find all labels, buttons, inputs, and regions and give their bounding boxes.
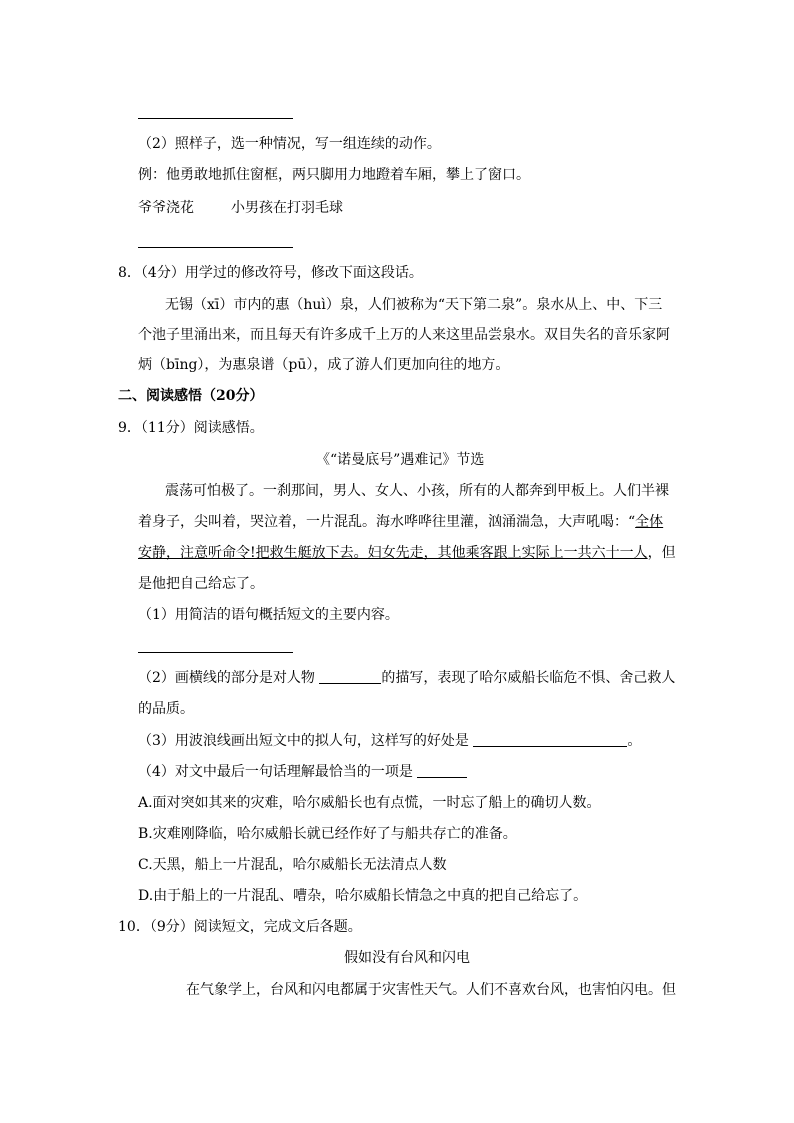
- q9-option-c: C.天黑，船上一片混乱，哈尔威船长无法清点人数: [138, 857, 447, 873]
- q9-sub-3-text: 。: [627, 733, 642, 749]
- q9-option-b: B.灾难刚降临，哈尔威船长就已经作好了与船共存亡的准备。: [138, 826, 517, 842]
- q10-passage-line-1: 在气象学上，台风和闪电都属于灾害性天气。人们不喜欢台风，也害怕闪电。但: [186, 982, 676, 998]
- q9-sub-1: （1）用简洁的语句概括短文的主要内容。: [138, 607, 399, 623]
- section-title: 二、阅读感悟（20分）: [118, 388, 264, 404]
- q7-2-example: 例：他勇敢地抓住窗框，两只脚用力地蹬着车厢，攀上了窗口。: [138, 167, 530, 183]
- answer-blank[interactable]: [319, 669, 381, 684]
- q9-option-d: D.由于船上的一片混乱、嘈杂，哈尔威船长情急之中真的把自己给忘了。: [138, 888, 588, 904]
- q9-passage-text: 着身子，尖叫着，哭泣着，一片混乱。海水哗哗往里灌，汹涌湍急，大声吼喝：“: [138, 514, 636, 530]
- q9-passage-title: 《“诺曼底号”遇难记》节选: [316, 452, 485, 468]
- q9-sub-2-text: （2）画横线的部分是对人物: [138, 670, 315, 686]
- q9-sub-4-text: （4）对文中最后一句话理解最恰当的一项是: [138, 764, 413, 780]
- q7-2-option-1: 爷爷浇花: [138, 200, 194, 216]
- q9-sub-2: [138, 668, 675, 688]
- q8-line-3: 炳（bīng），为惠泉谱（pū），成了游人们更加向往的地方。: [138, 357, 510, 373]
- q9-passage-text: ，但: [647, 545, 676, 561]
- underlined-text: 安静，注意听命令!把救生艇放下去。妇女先走，其他乘客跟上实际上一共六十一人: [138, 545, 648, 561]
- q9-sub-3: [138, 731, 641, 751]
- q9-title: 9．（11分）阅读感悟。: [118, 420, 264, 436]
- answer-blank[interactable]: [417, 763, 467, 778]
- answer-line[interactable]: [138, 118, 293, 119]
- answer-line[interactable]: [138, 652, 293, 653]
- q9-sub-2-text: 的描写，表现了哈尔威船长临危不惧、舍己救人: [381, 670, 676, 686]
- q9-passage-line-1: 震荡可怕极了。一刹那间，男人、女人、小孩，所有的人都奔到甲板上。人们半裸: [165, 483, 669, 499]
- q9-sub-2-end: 的品质。: [138, 701, 194, 717]
- q7-2-prompt: （2）照样子，选一种情况，写一组连续的动作。: [138, 136, 441, 152]
- q9-passage-line-3: [138, 543, 676, 563]
- q10-passage-title: 假如没有台风和闪电: [344, 950, 470, 966]
- q10-title: 10．（9分）阅读短文，完成文后各题。: [118, 919, 362, 935]
- answer-blank[interactable]: [473, 732, 627, 747]
- answer-line[interactable]: [138, 247, 293, 248]
- q9-passage-line-4: 是他把自己给忘了。: [138, 576, 264, 592]
- q9-sub-4: [138, 762, 467, 782]
- q8-line-1: 无锡（xī）市内的惠（huì）泉，人们被称为“天下第二泉”。泉水从上、中、下三: [165, 297, 663, 313]
- q7-2-option-2: 小男孩在打羽毛球: [231, 200, 343, 216]
- q9-option-a: A.面对突如其来的灾难，哈尔威船长也有点慌，一时忘了船上的确切人数。: [138, 795, 601, 811]
- q8-title: 8．（4分）用学过的修改符号，修改下面这段话。: [118, 265, 423, 281]
- q8-line-2: 个池子里涌出来，而且每天有许多成千上万的人来这里品尝泉水。双目失名的音乐家阿: [138, 327, 670, 343]
- underlined-text: 全体: [635, 514, 664, 530]
- q9-sub-3-text: （3）用波浪线画出短文中的拟人句，这样写的好处是: [138, 733, 469, 749]
- q9-passage-line-2: [138, 512, 663, 532]
